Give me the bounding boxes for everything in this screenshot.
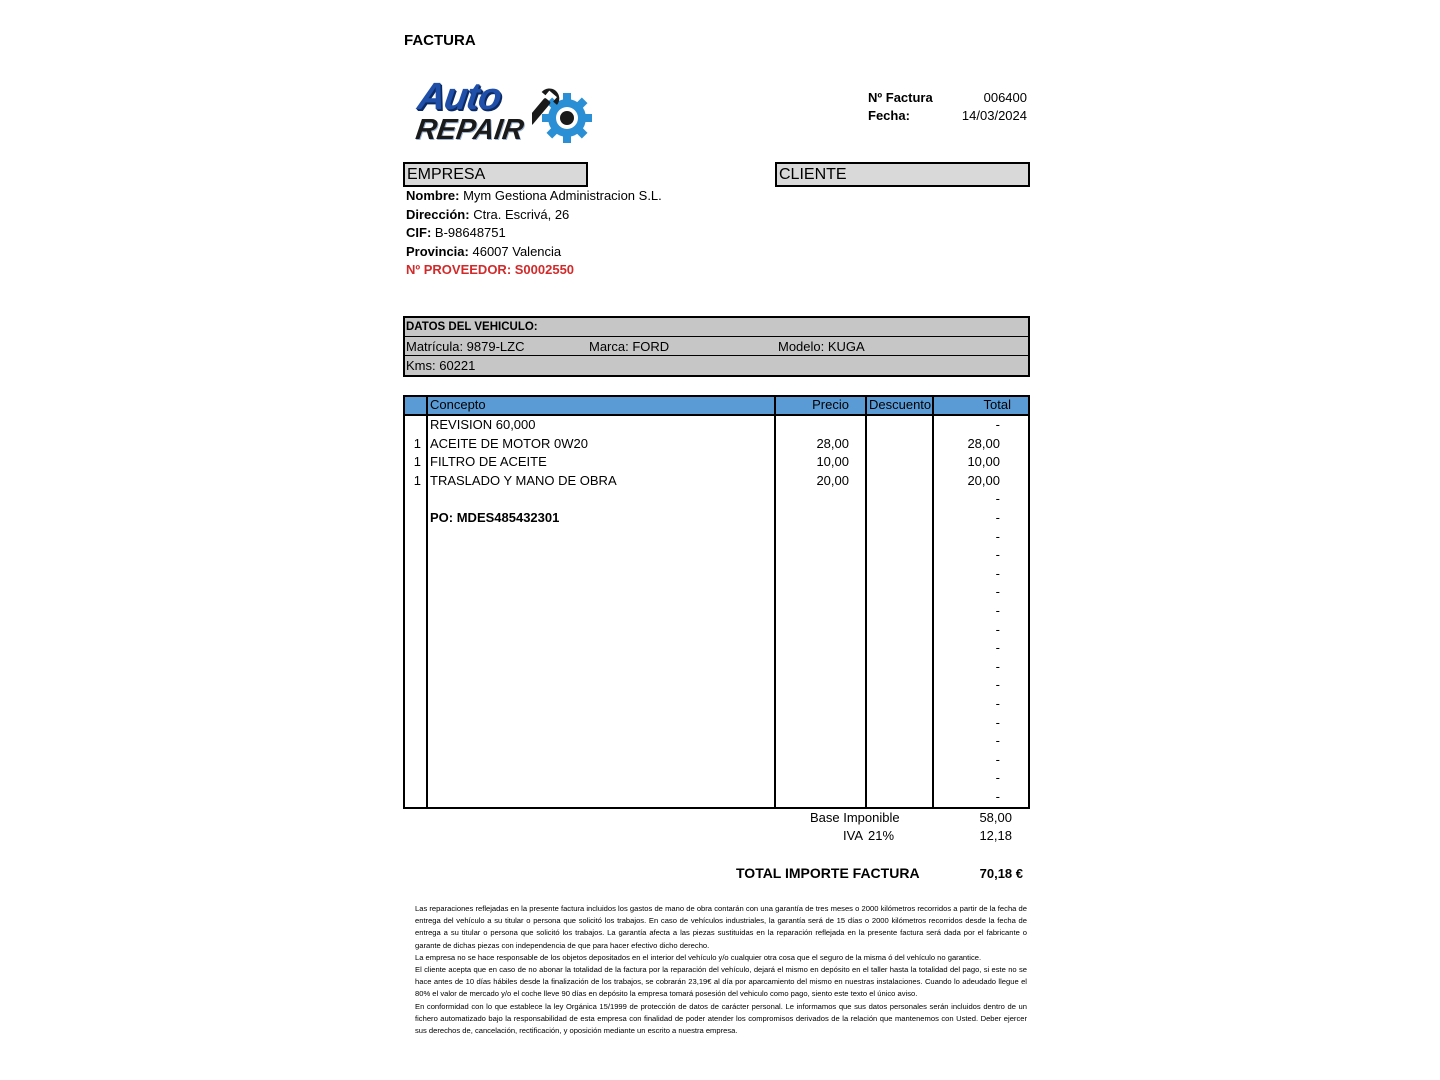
invoice-date: 14/03/2024: [961, 108, 1027, 123]
table-cell-qty: 1: [413, 435, 421, 451]
table-cell-total: -: [995, 603, 1000, 618]
vat-amount: 12,18: [979, 828, 1012, 843]
company-province-row: [406, 244, 561, 259]
logo-text-auto: Auto: [415, 76, 504, 118]
company-address-row: [406, 207, 569, 222]
table-cell-qty: 1: [413, 472, 421, 488]
invoice-number: 006400: [983, 90, 1027, 105]
company-logo: [414, 76, 596, 152]
terms-and-conditions: [415, 903, 1027, 1037]
provider-number: Nº PROVEEDOR: S0002550: [406, 262, 575, 277]
table-cell-price: 20,00: [816, 472, 849, 488]
document-title: FACTURA: [404, 32, 476, 49]
company-section-header: EMPRESA: [403, 162, 588, 187]
grand-total: 70,18 €: [979, 866, 1023, 881]
table-cell-total: -: [995, 547, 1000, 563]
terms-paragraph: La empresa no se hace responsable de los objetos depositados en el interior del vehículo y/o cualquier otra cosa que el seguro de la misma ó del vehículo no garantice.: [415, 952, 982, 962]
table-cell-price: 10,00: [816, 454, 849, 470]
table-cell-concept: PO: MDES485432301: [430, 510, 560, 525]
vat-rate: 21%: [868, 828, 895, 843]
table-cell-total: 28,00: [967, 435, 1000, 451]
table-cell-total: -: [995, 658, 1000, 674]
column-header-total: Total: [983, 397, 1011, 412]
column-header-price: Precio: [812, 397, 849, 412]
base-amount-label: Base Imponible: [810, 810, 900, 825]
table-cell-total: -: [995, 789, 1000, 804]
table-cell-total: -: [995, 733, 1000, 749]
table-cell-total: -: [995, 621, 1000, 637]
table-cell-total: -: [995, 770, 1000, 786]
base-amount: 58,00: [979, 810, 1012, 825]
table-cell-total: -: [995, 696, 1000, 711]
table-cell-total: -: [995, 491, 1000, 507]
table-cell-total: -: [995, 565, 1000, 581]
table-cell-total: -: [995, 417, 1000, 432]
vehicle-brand: Marca: FORD: [589, 339, 670, 354]
company-cif: B-98648751: [434, 225, 506, 240]
table-cell-concept: TRASLADO Y MANO DE OBRA: [430, 472, 617, 488]
terms-paragraph: Las reparaciones reflejadas en la presente factura incluidos los gastos de mano de obra contarán con una garantía de tres meses o 2000 kilómetros recorridos a partir de la fecha de entrega del vehículo a su titular o persona que solicitó los trabajos. En caso de vehículos industriales, la garantía será de 15 días o 2000 kilómetros recorridos desde la fecha de entrega a su titular o persona que solicitó los trabajos. La garantía afecta a las piezas sustituidas en la reparación reflejada en la presente factura será dada por el fabricante o garante de dichas piezas con independencia de que para hacer efectivo dicho derecho.: [415, 904, 1027, 950]
company-cif-row: [406, 225, 506, 240]
table-cell-total: -: [995, 640, 1000, 656]
company-cif-label: CIF:: [406, 225, 432, 240]
grand-total-label: TOTAL IMPORTE FACTURA: [736, 865, 920, 881]
invoice-date-label: Fecha:: [868, 108, 910, 123]
terms-paragraph: En conformidad con lo que establece la ley Orgánica 15/1999 de protección de datos de carácter personal. Le informamos que sus datos personales serán incluidos dentro de un fichero automatizado bajo la responsabilidad de esta empresa con finalidad de poder atender los compromisos derivados de la relación que mantenemos con Usted. Deber ejercer sus derechos de, cancelación, rectificación, y oposición mediante un escrito a nuestra empresa.: [415, 1001, 1027, 1036]
table-cell-total: -: [995, 751, 1000, 767]
invoice-number-label: Nº Factura: [868, 90, 933, 105]
vat-label: IVA: [843, 828, 863, 843]
column-header-discount: Descuento: [869, 397, 932, 412]
client-section-header: CLIENTE: [775, 162, 1030, 187]
vehicle-divider: [403, 336, 1030, 337]
table-column-divider: [426, 395, 428, 809]
table-cell-total: 20,00: [967, 472, 1000, 488]
table-cell-price: 28,00: [816, 435, 849, 451]
table-cell-total: -: [995, 677, 1000, 693]
table-cell-total: -: [995, 584, 1000, 600]
vehicle-model: Modelo: KUGA: [778, 339, 865, 354]
column-header-concept: Concepto: [430, 397, 486, 412]
company-name-label: Nombre:: [406, 188, 460, 203]
vehicle-divider: [403, 355, 1030, 356]
table-cell-concept: FILTRO DE ACEITE: [430, 454, 547, 470]
vehicle-kms: Kms: 60221: [406, 358, 476, 373]
table-cell-concept: ACEITE DE MOTOR 0W20: [430, 435, 588, 451]
table-column-divider: [865, 395, 867, 809]
vehicle-header: DATOS DEL VEHICULO:: [406, 321, 538, 333]
company-province-label: Provincia:: [406, 244, 469, 259]
table-cell-total: 10,00: [967, 454, 1000, 470]
company-name-row: [406, 188, 662, 203]
company-province: 46007 Valencia: [472, 244, 562, 259]
gear-wrench-icon: [532, 86, 594, 148]
table-cell-total: -: [995, 510, 1000, 525]
company-name: Mym Gestiona Administracion S.L.: [463, 188, 662, 203]
table-cell-concept: REVISION 60,000: [430, 417, 536, 432]
table-cell-total: -: [995, 528, 1000, 544]
company-address-label: Dirección:: [406, 207, 470, 222]
table-cell-total: -: [995, 714, 1000, 730]
vehicle-plate: Matrícula: 9879-LZC: [406, 339, 525, 354]
table-cell-qty: 1: [413, 454, 421, 470]
terms-paragraph: El cliente acepta que en caso de no abonar la totalidad de la factura por la reparación del vehículo, dejará el mismo en depósito en el taller hasta la totalidad del pago, si este no se hace antes de 10 días hábiles desde la finalización de los trabajos, se cobrarán 23,19€ al día por aparcamiento del mismo en nuestras instalaciones. Cuando lo adeudado llegue el 80% el valor de mercado y/o el coche lleve 90 días en depósito la empresa tomará posesión del vehiculo como pago, siento este texto el único aviso.: [415, 965, 1027, 999]
logo-text-repair: REPAIR: [413, 114, 526, 146]
company-address: Ctra. Escrivá, 26: [473, 207, 570, 222]
